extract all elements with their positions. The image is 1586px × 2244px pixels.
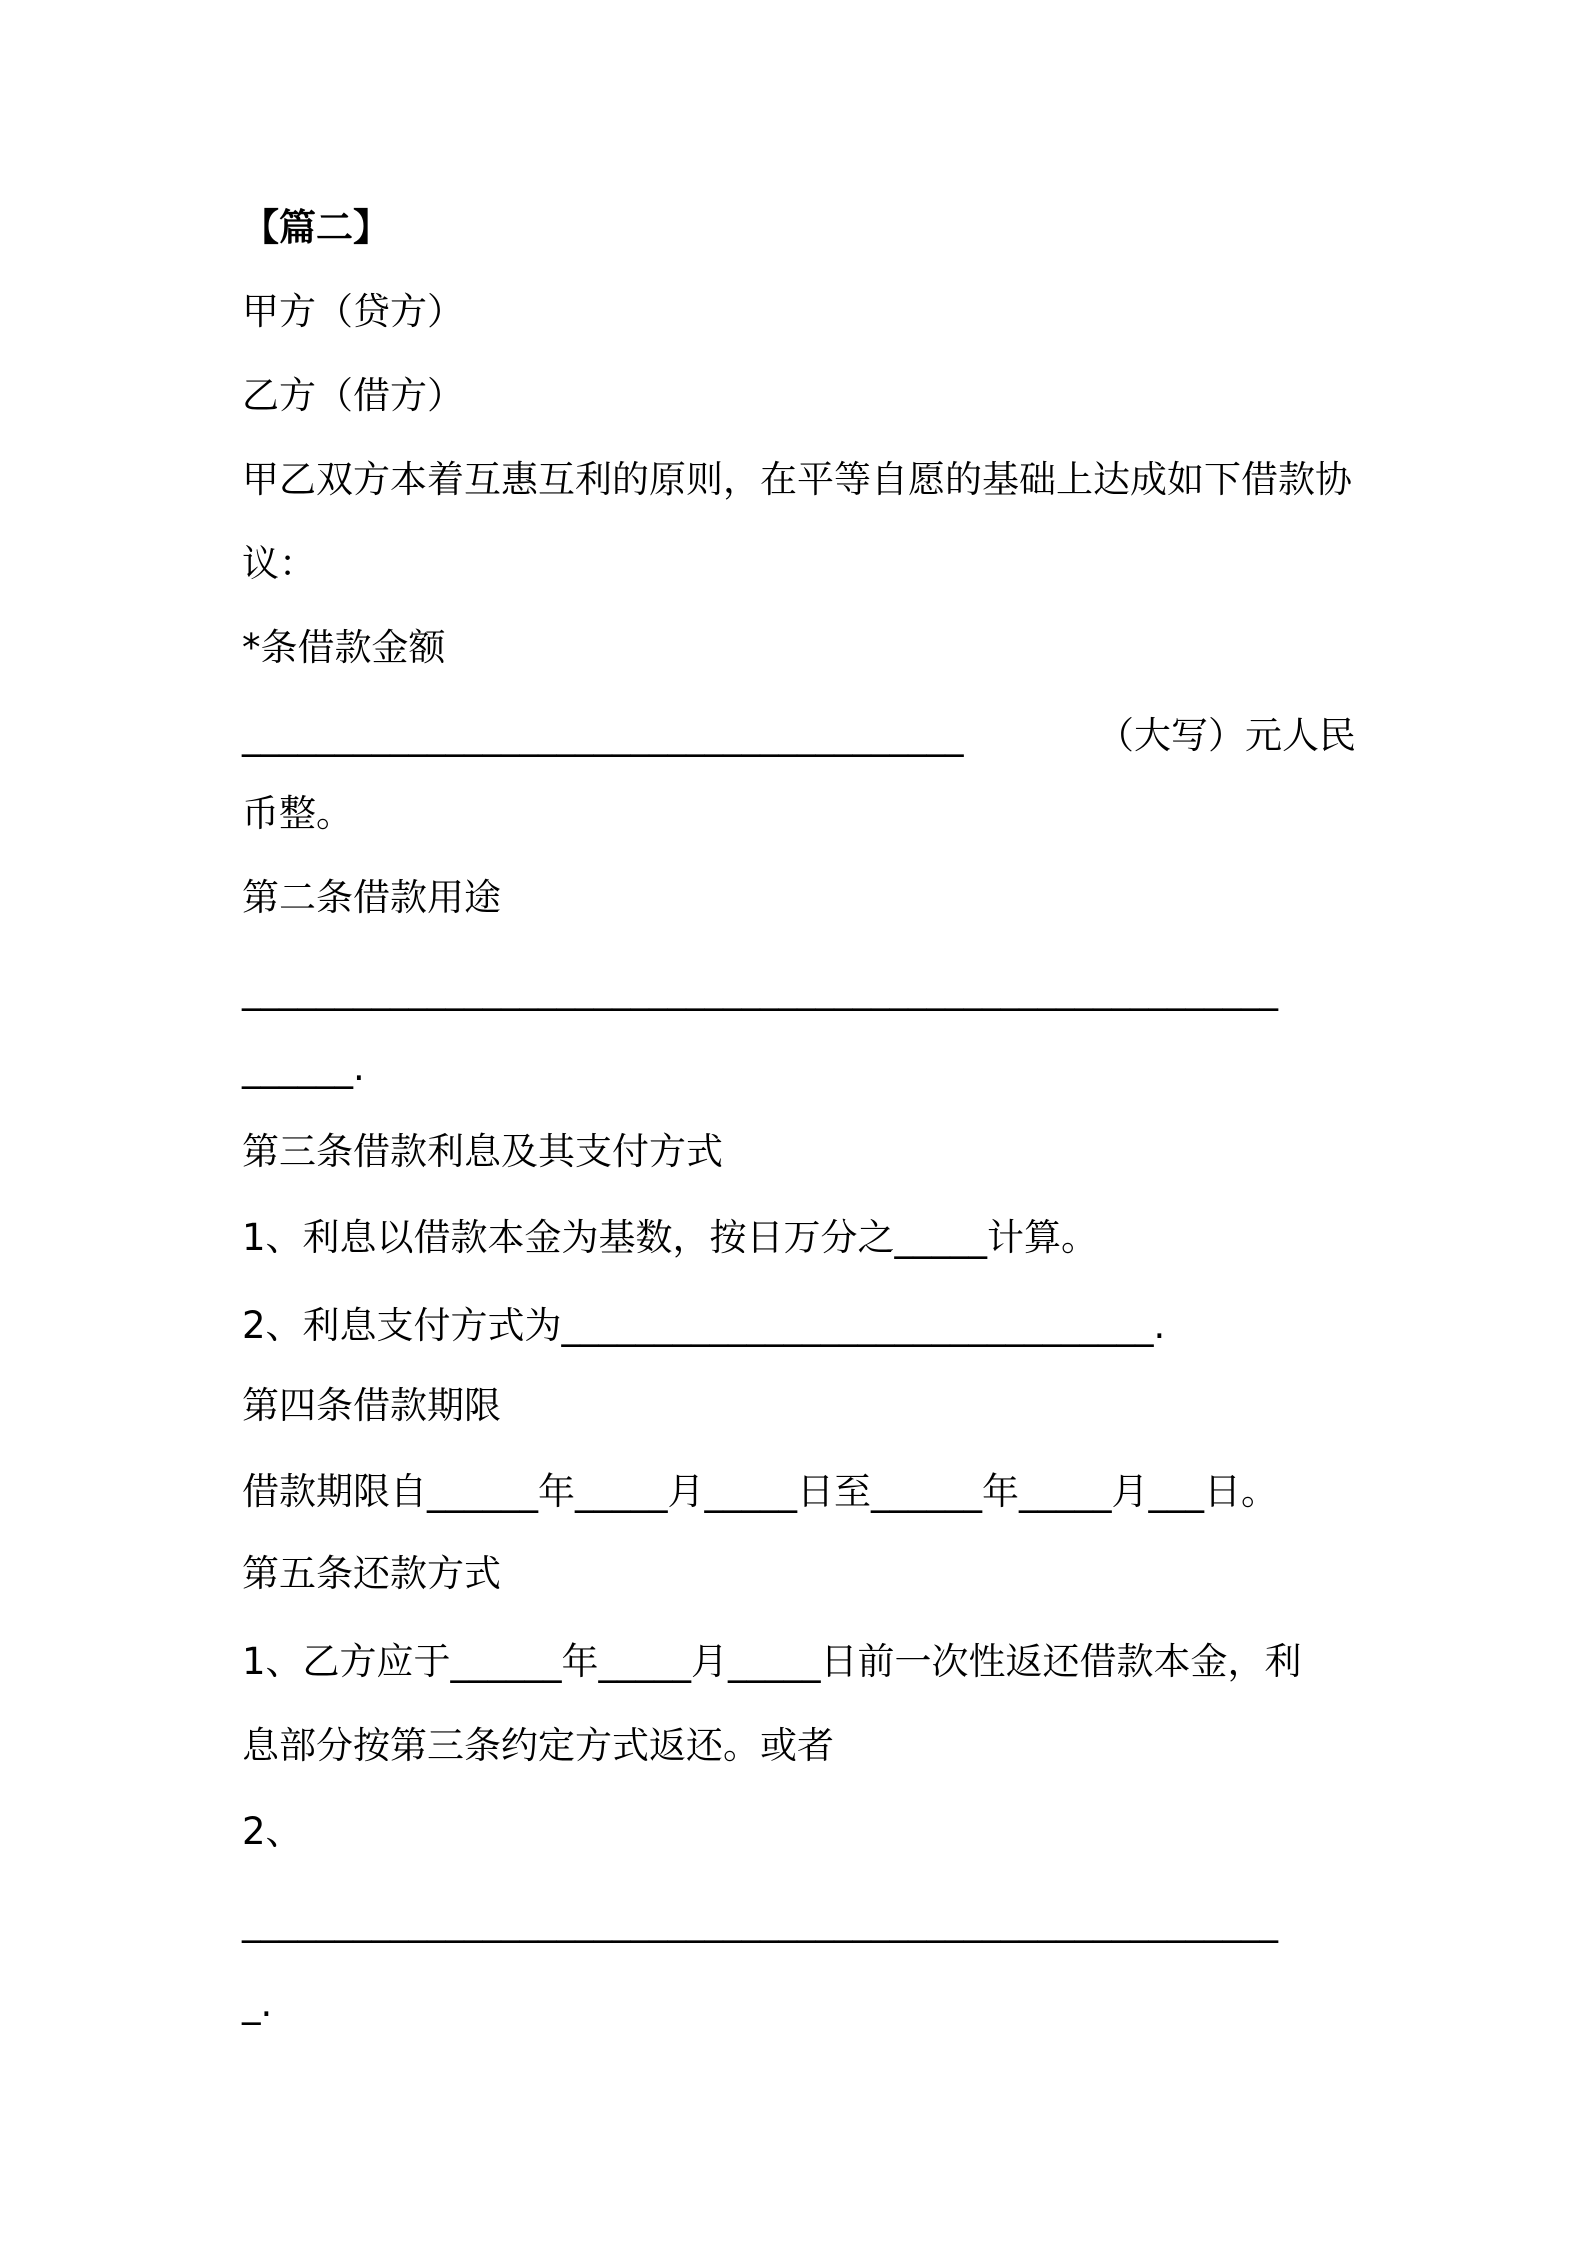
article-1-title: *条借款金额 — [242, 626, 446, 669]
article-5-title: 第五条还款方式 — [242, 1552, 501, 1595]
party-b-label: 乙方（借方） — [242, 374, 464, 417]
article-1-amount-line — [242, 714, 1356, 758]
article-5-blank-end: _. — [242, 1982, 273, 2025]
intro-paragraph-line-2: 议： — [242, 542, 316, 585]
article-3-title: 第三条借款利息及其支付方式 — [242, 1130, 723, 1173]
article-5-item-2: 2、 — [242, 1810, 303, 1853]
article-5-item-1-line-1: 1、乙方应于______年_____月_____日前一次性返还借款本金，利 — [242, 1640, 1302, 1683]
article-1-line-3: 币整。 — [242, 792, 353, 835]
article-5-item-1-line-2: 息部分按第三条约定方式返还。或者 — [242, 1724, 834, 1767]
article-2-title: 第二条借款用途 — [242, 876, 501, 919]
party-a-label: 甲方（贷方） — [242, 290, 464, 333]
article-4-term-text: 借款期限自______年_____月_____日至______年_____月___日。 — [242, 1470, 1278, 1513]
section-label: 【篇二】 — [242, 206, 390, 249]
article-2-purpose-blank-end: ______. — [242, 1046, 365, 1089]
article-3-item-1: 1、利息以借款本金为基数，按日万分之_____计算。 — [242, 1216, 1099, 1259]
intro-paragraph-line-1: 甲乙双方本着互惠互利的原则，在平等自愿的基础上达成如下借款协 — [242, 458, 1352, 501]
article-5-blank: ________________________________________________________ — [242, 1900, 1278, 1943]
article-2-purpose-blank: ________________________________________________________ — [242, 968, 1278, 1011]
amount-blank: _______________________________________ — [242, 714, 964, 757]
article-3-item-2: 2、利息支付方式为________________________________. — [242, 1304, 1166, 1347]
amount-currency-text: （大写）元人民 — [1097, 714, 1356, 757]
article-4-title: 第四条借款期限 — [242, 1384, 501, 1427]
